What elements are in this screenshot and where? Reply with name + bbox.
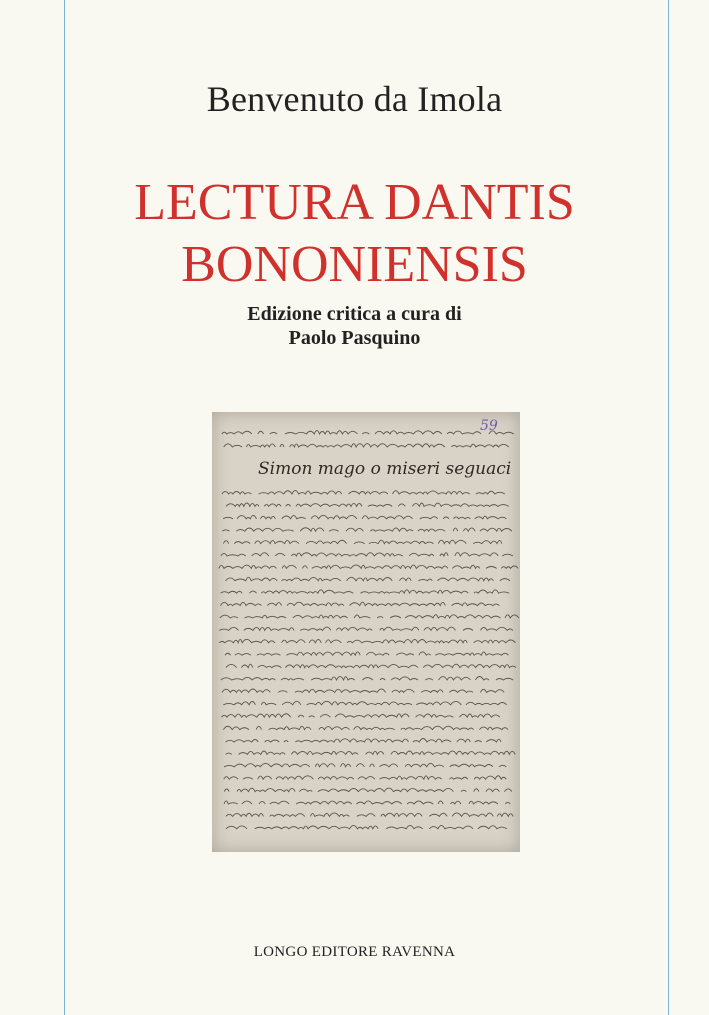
handwritten-line <box>224 788 512 792</box>
manuscript-handwriting <box>212 412 520 852</box>
manuscript-heading: Simon mago o miseri seguaci <box>258 459 512 479</box>
handwritten-line <box>224 444 514 447</box>
handwritten-line <box>226 825 507 828</box>
handwritten-line <box>224 763 506 766</box>
handwritten-line <box>226 739 501 743</box>
handwritten-line <box>224 776 507 779</box>
title-line-2: BONONIENSIS <box>181 236 528 293</box>
title-line-1: LECTURA DANTIS <box>134 174 575 231</box>
handwritten-line <box>226 503 509 506</box>
edition-credit <box>0 302 709 350</box>
edition-line: Edizione critica a cura di <box>247 303 462 325</box>
handwritten-line <box>224 801 510 804</box>
right-margin-rule <box>668 0 669 1015</box>
handwritten-line <box>222 431 519 434</box>
handwritten-lines <box>219 431 520 829</box>
handwritten-line <box>221 677 513 681</box>
handwritten-line <box>220 615 519 618</box>
left-margin-rule <box>64 0 65 1015</box>
handwritten-line <box>223 726 508 729</box>
handwritten-line <box>225 652 508 655</box>
handwritten-line <box>226 751 515 754</box>
handwritten-line <box>219 627 513 630</box>
handwritten-line <box>226 813 520 817</box>
handwritten-line <box>223 540 501 543</box>
folio-number: 59 <box>480 418 498 434</box>
handwritten-line <box>226 577 518 580</box>
editor-name: Paolo Pasquino <box>288 327 421 349</box>
handwritten-line <box>221 553 513 556</box>
handwritten-line <box>219 565 518 568</box>
handwritten-line <box>221 602 505 605</box>
manuscript-image <box>212 412 520 852</box>
handwritten-line <box>226 664 516 667</box>
handwritten-line <box>219 639 520 642</box>
book-title <box>0 172 709 296</box>
handwritten-line <box>221 590 510 593</box>
handwritten-line <box>222 689 504 693</box>
handwritten-line <box>223 515 506 519</box>
handwritten-line <box>222 714 508 717</box>
publisher-imprint: LONGO EDITORE RAVENNA <box>253 944 456 960</box>
handwritten-line <box>222 528 512 531</box>
handwritten-line <box>222 491 512 494</box>
handwritten-line <box>223 701 506 704</box>
author-name: Benvenuto da Imola <box>206 79 503 119</box>
